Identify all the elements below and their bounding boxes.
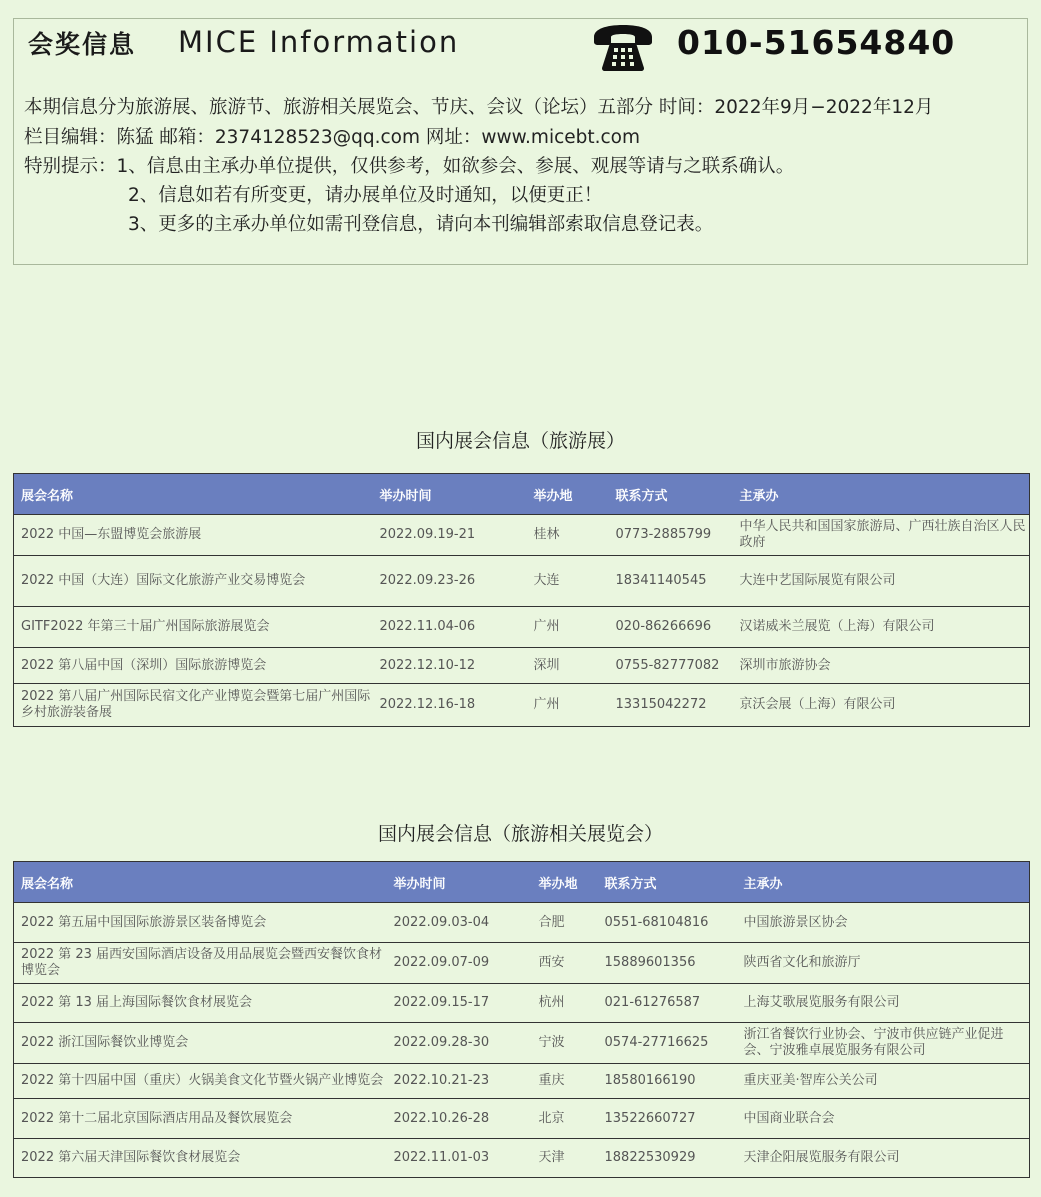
col-header-contact: 联系方式	[598, 862, 737, 903]
cell-contact: 18341140545	[609, 556, 733, 607]
cell-city: 深圳	[527, 648, 609, 684]
cell-contact: 18580166190	[598, 1064, 737, 1099]
cell-date: 2022.12.16-18	[373, 684, 527, 727]
cell-date: 2022.09.28-30	[387, 1023, 532, 1064]
cell-city: 天津	[532, 1139, 598, 1178]
col-header-organizer: 主承办	[733, 474, 1030, 515]
info-line-notice-2: 2、信息如若有所变更，请办展单位及时通知，以便更正！	[128, 185, 603, 206]
cell-name: 2022 中国—东盟博览会旅游展	[14, 515, 373, 556]
col-header-city: 举办地	[532, 862, 598, 903]
table-row	[14, 684, 1030, 727]
col-header-name: 展会名称	[14, 474, 373, 515]
cell-contact: 13522660727	[598, 1099, 737, 1139]
cell-name: 2022 第八届中国（深圳）国际旅游博览会	[14, 648, 373, 684]
col-header-contact: 联系方式	[609, 474, 733, 515]
cell-contact: 021-61276587	[598, 984, 737, 1023]
cell-city: 大连	[527, 556, 609, 607]
table1-title: 国内展会信息（旅游展）	[415, 430, 625, 452]
cell-date: 2022.12.10-12	[373, 648, 527, 684]
table-row	[14, 515, 1030, 556]
cell-date: 2022.09.07-09	[387, 943, 532, 984]
cell-organizer: 京沃会展（上海）有限公司	[733, 684, 1030, 727]
table-row	[14, 1023, 1030, 1064]
cell-name: 2022 中国（大连）国际文化旅游产业交易博览会	[14, 556, 373, 607]
cell-name: 2022 第六届天津国际餐饮食材展览会	[14, 1139, 387, 1178]
info-line-notice-1: 特别提示：1、信息由主承办单位提供，仅供参考，如欲参会、参展、观展等请与之联系确认。	[24, 156, 795, 177]
col-header-name: 展会名称	[14, 862, 387, 903]
cell-city: 西安	[532, 943, 598, 984]
cell-name: 2022 浙江国际餐饮业博览会	[14, 1023, 387, 1064]
cell-organizer: 汉诺威米兰展览（上海）有限公司	[733, 607, 1030, 648]
section-title-cn: 会奖信息	[28, 30, 137, 59]
table-row	[14, 903, 1030, 943]
cell-date: 2022.10.26-28	[387, 1099, 532, 1139]
table2-title: 国内展会信息（旅游相关展览会）	[377, 823, 663, 845]
table-header-row	[14, 474, 1030, 515]
table-row	[14, 1064, 1030, 1099]
table-row	[14, 648, 1030, 684]
cell-name: 2022 第 13 届上海国际餐饮食材展览会	[14, 984, 387, 1023]
col-header-city: 举办地	[527, 474, 609, 515]
cell-contact: 0574-27716625	[598, 1023, 737, 1064]
cell-name: GITF2022 年第三十届广州国际旅游展览会	[14, 607, 373, 648]
cell-organizer: 上海艾歌展览服务有限公司	[737, 984, 1030, 1023]
table-row	[14, 1099, 1030, 1139]
cell-organizer: 重庆亚美·智库公关公司	[737, 1064, 1030, 1099]
cell-organizer: 中国商业联合会	[737, 1099, 1030, 1139]
cell-contact: 13315042272	[609, 684, 733, 727]
cell-name: 2022 第五届中国国际旅游景区装备博览会	[14, 903, 387, 943]
cell-date: 2022.09.03-04	[387, 903, 532, 943]
table-row	[14, 556, 1030, 607]
cell-date: 2022.11.01-03	[387, 1139, 532, 1178]
cell-date: 2022.10.21-23	[387, 1064, 532, 1099]
cell-city: 杭州	[532, 984, 598, 1023]
cell-contact: 0755-82777082	[609, 648, 733, 684]
cell-organizer: 大连中艺国际展览有限公司	[733, 556, 1030, 607]
cell-organizer: 中华人民共和国国家旅游局、广西壮族自治区人民政府	[733, 515, 1030, 556]
cell-city: 合肥	[532, 903, 598, 943]
cell-contact: 020-86266696	[609, 607, 733, 648]
cell-organizer: 深圳市旅游协会	[733, 648, 1030, 684]
cell-contact: 18822530929	[598, 1139, 737, 1178]
table-travel-expo	[13, 473, 1030, 727]
cell-name: 2022 第十四届中国（重庆）火锅美食文化节暨火锅产业博览会	[14, 1064, 387, 1099]
table-row	[14, 943, 1030, 984]
table-row	[14, 984, 1030, 1023]
cell-contact: 0551-68104816	[598, 903, 737, 943]
table-header-row	[14, 862, 1030, 903]
cell-organizer: 中国旅游景区协会	[737, 903, 1030, 943]
cell-name: 2022 第十二届北京国际酒店用品及餐饮展览会	[14, 1099, 387, 1139]
telephone-icon	[592, 23, 654, 71]
table-row	[14, 607, 1030, 648]
info-line-notice-3: 3、更多的主承办单位如需刊登信息，请向本刊编辑部索取信息登记表。	[128, 214, 714, 235]
cell-name: 2022 第 23 届西安国际酒店设备及用品展览会暨西安餐饮食材博览会	[14, 943, 387, 984]
cell-date: 2022.11.04-06	[373, 607, 527, 648]
cell-name: 2022 第八届广州国际民宿文化产业博览会暨第七届广州国际乡村旅游装备展	[14, 684, 373, 727]
table-row	[14, 1139, 1030, 1178]
cell-contact: 15889601356	[598, 943, 737, 984]
info-line-editor: 栏目编辑：陈猛 邮箱：2374128523@qq.com 网址：www.micebt.com	[24, 127, 641, 148]
cell-date: 2022.09.19-21	[373, 515, 527, 556]
cell-city: 重庆	[532, 1064, 598, 1099]
col-header-date: 举办时间	[387, 862, 532, 903]
cell-city: 广州	[527, 607, 609, 648]
section-title-en: MICE Information	[178, 25, 460, 59]
cell-date: 2022.09.23-26	[373, 556, 527, 607]
col-header-organizer: 主承办	[737, 862, 1030, 903]
cell-organizer: 天津企阳展览服务有限公司	[737, 1139, 1030, 1178]
cell-city: 北京	[532, 1099, 598, 1139]
col-header-date: 举办时间	[373, 474, 527, 515]
info-box	[13, 18, 1028, 265]
cell-contact: 0773-2885799	[609, 515, 733, 556]
info-line-period: 本期信息分为旅游展、旅游节、旅游相关展览会、节庆、会议（论坛）五部分 时间：2022年9月−2022年12月	[24, 97, 934, 118]
cell-city: 广州	[527, 684, 609, 727]
cell-city: 桂林	[527, 515, 609, 556]
table-travel-related-expo	[13, 861, 1030, 1178]
cell-organizer: 陕西省文化和旅游厅	[737, 943, 1030, 984]
cell-organizer: 浙江省餐饮行业协会、宁波市供应链产业促进会、宁波雅卓展览服务有限公司	[737, 1023, 1030, 1064]
cell-date: 2022.09.15-17	[387, 984, 532, 1023]
cell-city: 宁波	[532, 1023, 598, 1064]
phone-number: 010-51654840	[677, 23, 956, 62]
